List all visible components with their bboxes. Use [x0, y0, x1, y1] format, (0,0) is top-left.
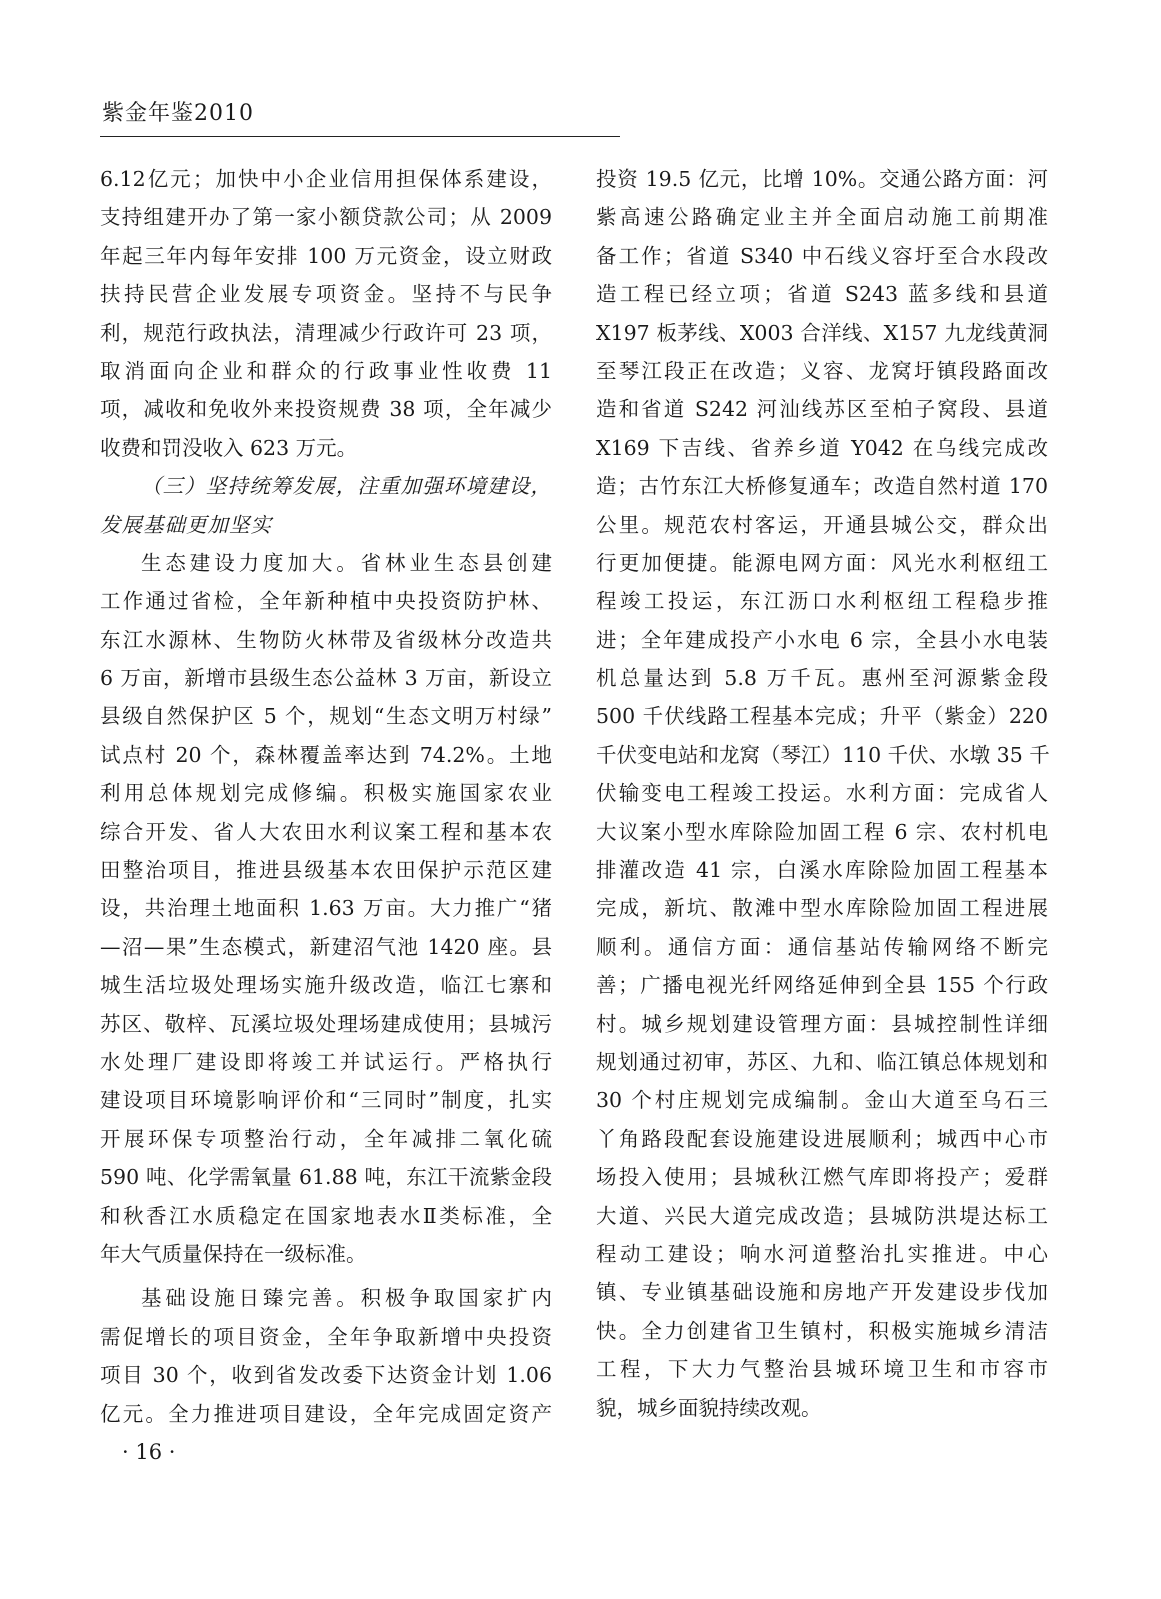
text-line: 县级自然保护区 5 个，规划“生态文明万村绿”	[100, 704, 552, 729]
text-line: 年起三年内每年安排 100 万元资金，设立财政	[100, 243, 552, 268]
text-line: 田整治项目，推进县级基本农田保护示范区建	[100, 858, 552, 883]
text-line: 镇、专业镇基础设施和房地产开发建设步伐加	[596, 1280, 1048, 1305]
text-line: 利，规范行政执法，清理减少行政许可 23 项，	[100, 320, 552, 345]
text-line: 建设项目环境影响评价和“三同时”制度，扎实	[100, 1088, 552, 1113]
text-line: 500 千伏线路工程基本完成；升平（紫金）220	[596, 704, 1048, 729]
text-line: 场投入使用；县城秋江燃气库即将投产；爱群	[596, 1165, 1048, 1190]
text-line: 顺利。通信方面：通信基站传输网络不断完	[596, 934, 1048, 959]
text-line: 程竣工投运，东江沥口水利枢纽工程稳步推	[596, 589, 1048, 614]
section-heading: 发展基础更加坚实	[100, 512, 272, 537]
text-line: 亿元。全力推进项目建设，全年完成固定资产	[100, 1401, 552, 1426]
text-line: 造工程已经立项；省道 S243 蓝多线和县道	[596, 282, 1048, 307]
text-line: X169 下吉线、省养乡道 Y042 在乌线完成改	[596, 435, 1048, 460]
text-line: 30 个村庄规划完成编制。金山大道至乌石三	[596, 1088, 1048, 1113]
text-line: 6.12亿元；加快中小企业信用担保体系建设，	[100, 167, 552, 191]
right-text-column	[596, 160, 1048, 1427]
text-line: 完成，新坑、散滩中型水库除险加固工程进展	[596, 896, 1048, 921]
section-heading: （三）坚持统筹发展，注重加强环境建设，	[141, 474, 552, 499]
text-line: 善；广播电视光纤网络延伸到全县 155 个行政	[596, 973, 1048, 998]
text-line: 村。城乡规划建设管理方面：县城控制性详细	[596, 1011, 1048, 1036]
text-line: 水处理厂建设即将竣工并试运行。严格执行	[100, 1049, 552, 1074]
running-header	[100, 92, 620, 137]
text-line: 利用总体规划完成修编。积极实施国家农业	[100, 781, 552, 806]
text-line: 公里。规范农村客运，开通县城公交，群众出	[596, 512, 1048, 537]
text-line: 进；全年建成投产小水电 6 宗，全县小水电装	[596, 627, 1048, 652]
text-line: —沼—果”生态模式，新建沼气池 1420 座。县	[100, 934, 552, 959]
text-line: 大议案小型水库除险加固工程 6 宗、农村机电	[596, 819, 1048, 844]
text-line: 造；古竹东江大桥修复通车；改造自然村道 170	[596, 474, 1048, 499]
text-line: 城生活垃圾处理场实施升级改造，临江七寨和	[100, 973, 552, 998]
text-line: 千伏变电站和龙窝（琴江）110 千伏、水墩 35 千	[596, 742, 1050, 767]
text-line: 扶持民营企业发展专项资金。坚持不与民争	[100, 282, 552, 307]
text-line: 综合开发、省人大农田水利议案工程和基本农	[100, 819, 552, 844]
text-line: 伏输变电工程竣工投运。水利方面：完成省人	[596, 781, 1048, 806]
text-line: 和秋香江水质稳定在国家地表水Ⅱ类标准，全	[100, 1203, 552, 1228]
text-line: X197 板茅线、X003 合洋线、X157 九龙线黄洞	[596, 320, 1048, 345]
text-line: 造和省道 S242 河汕线苏区至柏子窝段、县道	[596, 397, 1048, 422]
text-line: 排灌改造 41 宗，白溪水库除险加固工程基本	[596, 858, 1048, 883]
text-line: 至琴江段正在改造；义容、龙窝圩镇段路面改	[596, 358, 1048, 383]
text-line: 规划通过初审，苏区、九和、临江镇总体规划和	[596, 1049, 1048, 1074]
text-line: 收费和罚没收入 623 万元。	[100, 435, 358, 460]
text-line: 工作通过省检，全年新种植中央投资防护林、	[100, 589, 552, 614]
text-line: 项目 30 个，收到省发改委下达资金计划 1.06	[100, 1363, 552, 1388]
text-line: 机总量达到 5.8 万千瓦。惠州至河源紫金段	[596, 666, 1048, 691]
text-line: 需促增长的项目资金，全年争取新增中央投资	[100, 1324, 552, 1349]
text-line: 年大气质量保持在一级标准。	[100, 1241, 367, 1266]
text-line: 东江水源林、生物防火林带及省级林分改造共	[100, 627, 552, 652]
text-line: 项，减收和免收外来投资规费 38 项，全年减少	[100, 397, 552, 422]
paragraph-lead-line: 基础设施日臻完善。积极争取国家扩内	[141, 1286, 552, 1311]
text-line: 快。全力创建省卫生镇村，积极实施城乡清洁	[596, 1318, 1048, 1343]
text-line: 程动工建设；响水河道整治扎实推进。中心	[596, 1241, 1048, 1266]
text-line: 590 吨、化学需氧量 61.88 吨，东江干流紫金段	[100, 1165, 552, 1190]
text-line: 备工作；省道 S340 中石线义容圩至合水段改	[596, 243, 1048, 268]
text-line: 试点村 20 个，森林覆盖率达到 74.2%。土地	[100, 742, 552, 767]
left-text-column	[100, 160, 552, 1433]
text-line: 投资 19.5 亿元，比增 10%。交通公路方面：河	[596, 167, 1048, 191]
text-line: 工程，下大力气整治县城环境卫生和市容市	[596, 1357, 1048, 1382]
text-line: 设，共治理土地面积 1.63 万亩。大力推广“猪	[100, 896, 552, 921]
text-line: 大道、兴民大道完成改造；县城防洪堤达标工	[596, 1203, 1048, 1228]
text-line: 支持组建开办了第一家小额贷款公司；从 2009	[100, 205, 552, 230]
paragraph-lead-line: 生态建设力度加大。省林业生态县创建	[141, 550, 552, 575]
text-line: 苏区、敬梓、瓦溪垃圾处理场建成使用；县城污	[100, 1011, 552, 1036]
text-line: 紫高速公路确定业主并全面启动施工前期准	[596, 205, 1048, 230]
yearbook-title: 紫金年鉴2010	[102, 101, 254, 126]
text-line: 貌，城乡面貌持续改观。	[596, 1395, 822, 1420]
text-line: 6 万亩，新增市县级生态公益林 3 万亩，新设立	[100, 666, 552, 691]
page-number: · 16 ·	[122, 1440, 176, 1464]
text-line: 丫角路段配套设施建设进展顺利；城西中心市	[596, 1126, 1048, 1151]
text-line: 行更加便捷。能源电网方面：风光水利枢纽工	[596, 550, 1048, 575]
text-line: 取消面向企业和群众的行政事业性收费 11	[100, 358, 552, 383]
text-line: 开展环保专项整治行动，全年减排二氧化硫	[100, 1126, 552, 1151]
